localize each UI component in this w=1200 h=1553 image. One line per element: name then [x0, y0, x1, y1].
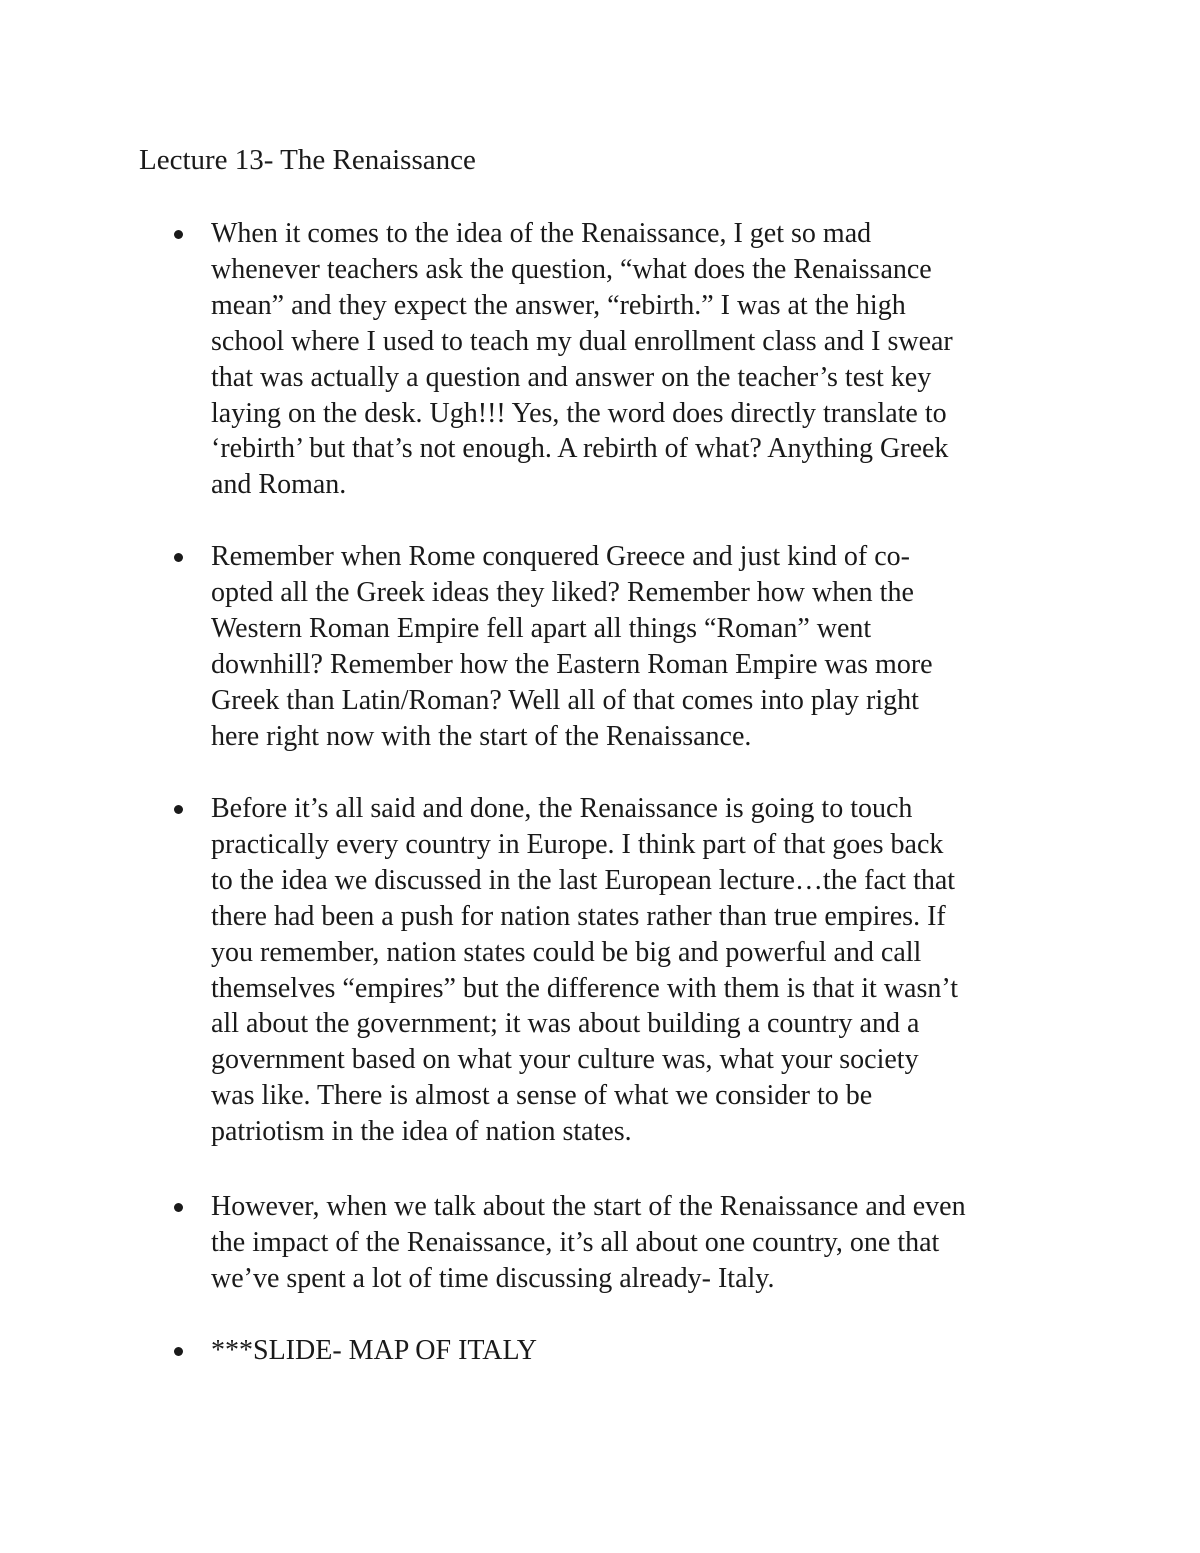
bullet-icon [174, 805, 183, 814]
bullet-paragraph [211, 539, 1071, 754]
text-line: ***SLIDE- MAP OF ITALY [211, 1335, 538, 1366]
bullet-icon [174, 1203, 183, 1212]
bullet-paragraph [211, 791, 1071, 1150]
text-line: When it comes to the idea of the Renaissance, I get so mad [211, 218, 872, 249]
text-line: Western Roman Empire fell apart all things “Roman” went [211, 612, 872, 644]
bullet-paragraph [211, 216, 1071, 503]
text-line: to the idea we discussed in the last European lecture…the fact that [211, 864, 956, 896]
text-line: However, when we talk about the start of the Renaissance and even [211, 1191, 966, 1222]
text-line: whenever teachers ask the question, “what does the Renaissance [211, 253, 932, 285]
text-line: laying on the desk. Ugh!!! Yes, the word does directly translate to [211, 397, 947, 429]
text-line: and Roman. [211, 469, 347, 501]
text-line: Before it’s all said and done, the Renaissance is going to touch [211, 793, 913, 824]
text-line: all about the government; it was about building a country and a [211, 1008, 920, 1040]
text-line: you remember, nation states could be big and powerful and call [211, 936, 922, 968]
text-line: the impact of the Renaissance, it’s all about one country, one that [211, 1226, 940, 1258]
bullet-icon [174, 553, 183, 562]
bullet-paragraph [211, 1333, 1071, 1369]
text-line: there had been a push for nation states rather than true empires. If [211, 900, 946, 932]
text-line: practically every country in Europe. I think part of that goes back [211, 828, 944, 860]
bullet-icon [174, 230, 183, 239]
text-line: we’ve spent a lot of time discussing already- Italy. [211, 1262, 775, 1294]
text-line: ‘rebirth’ but that’s not enough. A rebirth of what? Anything Greek [211, 433, 949, 465]
text-line: Greek than Latin/Roman? Well all of that comes into play right [211, 684, 919, 716]
text-line: here right now with the start of the Renaissance. [211, 720, 752, 752]
bullet-paragraph [211, 1189, 1071, 1297]
text-line: downhill? Remember how the Eastern Roman Empire was more [211, 648, 933, 680]
bullet-icon [174, 1347, 183, 1356]
text-line: opted all the Greek ideas they liked? Remember how when the [211, 576, 914, 608]
page-title: Lecture 13- The Renaissance [139, 144, 476, 176]
text-line: patriotism in the idea of nation states. [211, 1116, 632, 1148]
text-line: school where I used to teach my dual enrollment class and I swear [211, 325, 953, 357]
text-line: was like. There is almost a sense of what we consider to be [211, 1080, 873, 1112]
text-line: themselves “empires” but the difference with them is that it wasn’t [211, 972, 958, 1004]
text-line: government based on what your culture was, what your society [211, 1044, 919, 1076]
text-line: Remember when Rome conquered Greece and just kind of co- [211, 541, 910, 572]
text-line: that was actually a question and answer on the teacher’s test key [211, 361, 932, 393]
text-line: mean” and they expect the answer, “rebirth.” I was at the high [211, 289, 906, 321]
